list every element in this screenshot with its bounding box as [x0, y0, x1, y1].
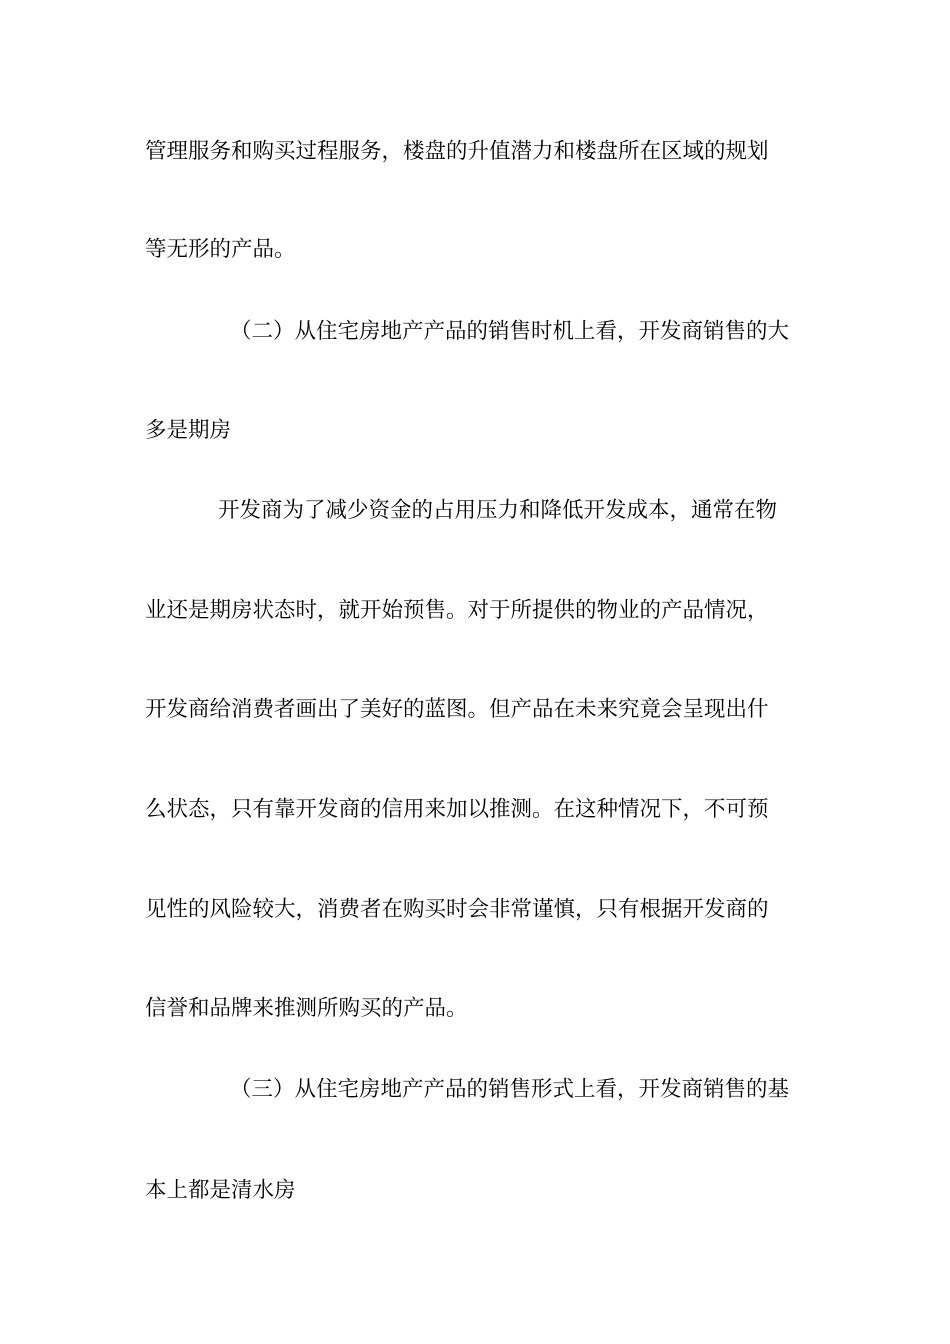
- paragraph-line: 等无形的产品。: [145, 237, 296, 262]
- paragraph-line: 信誉和品牌来推测所购买的产品。: [145, 996, 468, 1021]
- section-heading-line: （二）从住宅房地产产品的销售时机上看，开发商销售的大: [230, 319, 790, 344]
- paragraph-line: 开发商给消费者画出了美好的蓝图。但产品在未来究竟会呈现出什: [145, 697, 769, 722]
- paragraph-line: 业还是期房状态时，就开始预售。对于所提供的物业的产品情况，: [145, 598, 769, 623]
- paragraph-line: 开发商为了减少资金的占用压力和降低开发成本，通常在物: [218, 498, 778, 523]
- paragraph-line: 么状态，只有靠开发商的信用来加以推测。在这种情况下，不可预: [145, 797, 769, 822]
- paragraph-line: 管理服务和购买过程服务，楼盘的升值潜力和楼盘所在区域的规划: [145, 139, 769, 164]
- section-heading-line: 多是期房: [145, 418, 232, 443]
- paragraph-line: 见性的风险较大，消费者在购买时会非常谨慎，只有根据开发商的: [145, 897, 769, 922]
- section-heading-line: 本上都是清水房: [145, 1178, 296, 1203]
- section-heading-line: （三）从住宅房地产产品的销售形式上看，开发商销售的基: [230, 1077, 790, 1102]
